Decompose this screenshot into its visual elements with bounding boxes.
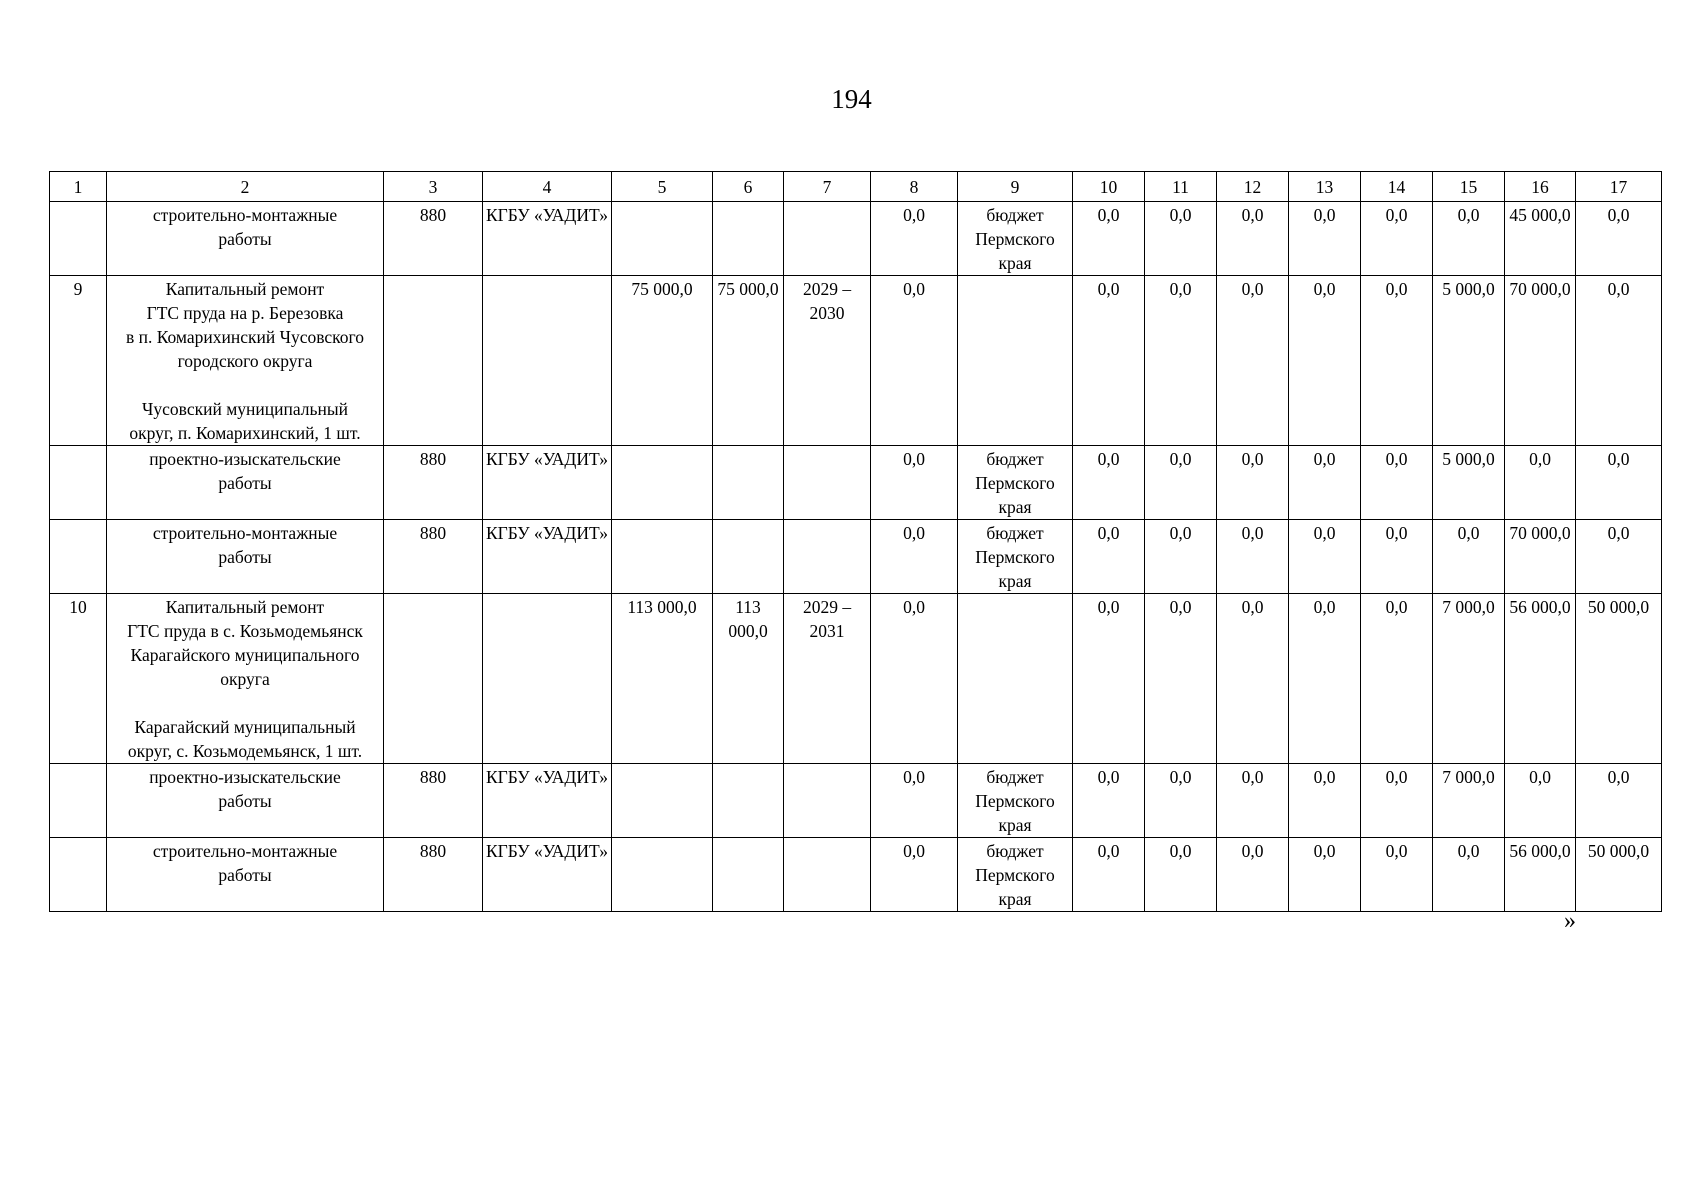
column-number-cell: 12 — [1217, 172, 1289, 202]
name-cell: Капитальный ремонт ГТС пруда в с. Козьмодемьянск Карагайского муниципального округа Карагайский муниципальный округ, с. Козьмодемьянск, 1 шт. — [107, 594, 384, 764]
name-cell: Капитальный ремонт ГТС пруда на р. Березовка в п. Комарихинский Чусовского городского округа Чусовский муниципальный округ, п. Комарихинский, 1 шт. — [107, 276, 384, 446]
table-cell — [784, 446, 871, 520]
table-cell: бюджет Пермского края — [958, 764, 1073, 838]
column-number-cell: 2 — [107, 172, 384, 202]
table-cell: 113 000,0 — [713, 594, 784, 764]
table-cell: 0,0 — [1289, 764, 1361, 838]
table-cell — [384, 594, 483, 764]
table-cell: 45 000,0 — [1505, 202, 1576, 276]
column-number-cell: 14 — [1361, 172, 1433, 202]
table-cell: 0,0 — [1073, 276, 1145, 446]
table-cell: 0,0 — [1505, 764, 1576, 838]
table-cell: 0,0 — [1217, 838, 1289, 912]
table-cell: 0,0 — [1289, 838, 1361, 912]
table-cell: 0,0 — [1145, 446, 1217, 520]
work-type-row — [50, 764, 1662, 838]
table-cell: 0,0 — [1576, 202, 1662, 276]
table-cell: КГБУ «УАДИТ» — [483, 838, 612, 912]
object-row — [50, 594, 1662, 764]
table-cell: 0,0 — [1361, 276, 1433, 446]
table-cell — [612, 764, 713, 838]
table-cell: 0,0 — [871, 764, 958, 838]
column-number-cell: 15 — [1433, 172, 1505, 202]
name-cell: строительно-монтажные работы — [107, 520, 384, 594]
table-cell: 0,0 — [1217, 276, 1289, 446]
column-number-row — [50, 172, 1662, 202]
table-cell — [50, 446, 107, 520]
table-cell — [612, 520, 713, 594]
closing-quote: » — [1564, 908, 1576, 934]
table-cell: 0,0 — [1289, 276, 1361, 446]
table-cell: 0,0 — [1361, 764, 1433, 838]
table-cell: КГБУ «УАДИТ» — [483, 202, 612, 276]
table-cell: 880 — [384, 446, 483, 520]
table-cell — [713, 838, 784, 912]
table-cell: 880 — [384, 838, 483, 912]
table-cell: 0,0 — [1289, 446, 1361, 520]
table-cell: 0,0 — [1073, 202, 1145, 276]
table-cell — [784, 520, 871, 594]
table-cell: 0,0 — [1217, 764, 1289, 838]
table-cell — [958, 276, 1073, 446]
table-cell: 2029 – 2031 — [784, 594, 871, 764]
table-cell: 0,0 — [1145, 764, 1217, 838]
table-cell: 0,0 — [871, 446, 958, 520]
table-cell: 0,0 — [1433, 202, 1505, 276]
name-cell: строительно-монтажные работы — [107, 202, 384, 276]
table-cell: 10 — [50, 594, 107, 764]
table-cell: 0,0 — [1217, 202, 1289, 276]
table-cell: 0,0 — [1073, 594, 1145, 764]
table-cell: КГБУ «УАДИТ» — [483, 520, 612, 594]
table-cell: 0,0 — [1361, 446, 1433, 520]
table-cell: 5 000,0 — [1433, 446, 1505, 520]
table-cell: 75 000,0 — [612, 276, 713, 446]
table-cell: 0,0 — [871, 276, 958, 446]
column-number-cell: 4 — [483, 172, 612, 202]
table-cell: 7 000,0 — [1433, 764, 1505, 838]
table-cell — [784, 838, 871, 912]
table-cell: 0,0 — [1145, 202, 1217, 276]
table-cell: КГБУ «УАДИТ» — [483, 446, 612, 520]
table-cell: 0,0 — [1289, 202, 1361, 276]
table-cell — [50, 838, 107, 912]
table-cell: 0,0 — [1289, 594, 1361, 764]
work-type-row — [50, 520, 1662, 594]
table-cell: 9 — [50, 276, 107, 446]
table-cell: 0,0 — [1576, 764, 1662, 838]
table-cell — [713, 764, 784, 838]
table-cell: 113 000,0 — [612, 594, 713, 764]
table-body — [50, 172, 1662, 912]
table-cell: 0,0 — [1145, 838, 1217, 912]
table-cell — [483, 594, 612, 764]
table-cell: 70 000,0 — [1505, 276, 1576, 446]
column-number-cell: 9 — [958, 172, 1073, 202]
table-cell — [50, 764, 107, 838]
table-cell: 56 000,0 — [1505, 838, 1576, 912]
table-cell: КГБУ «УАДИТ» — [483, 764, 612, 838]
table-cell: 0,0 — [1073, 764, 1145, 838]
page-number: 194 — [831, 84, 872, 114]
column-number-cell: 1 — [50, 172, 107, 202]
table-cell: 880 — [384, 202, 483, 276]
table-cell: 0,0 — [1073, 520, 1145, 594]
work-type-row — [50, 446, 1662, 520]
column-number-cell: 10 — [1073, 172, 1145, 202]
table-cell: 50 000,0 — [1576, 594, 1662, 764]
table-cell: 0,0 — [871, 594, 958, 764]
table-cell: 0,0 — [1433, 520, 1505, 594]
name-cell: проектно-изыскательские работы — [107, 446, 384, 520]
table-cell: 0,0 — [1505, 446, 1576, 520]
table-cell: 0,0 — [1073, 838, 1145, 912]
table-cell: 0,0 — [1145, 276, 1217, 446]
table-cell: 5 000,0 — [1433, 276, 1505, 446]
table-cell: 0,0 — [1433, 838, 1505, 912]
table-cell: 0,0 — [871, 202, 958, 276]
table-cell — [713, 446, 784, 520]
table-cell: 0,0 — [1217, 446, 1289, 520]
column-number-cell: 8 — [871, 172, 958, 202]
name-cell: проектно-изыскательские работы — [107, 764, 384, 838]
column-number-cell: 13 — [1289, 172, 1361, 202]
table-cell — [713, 520, 784, 594]
table-cell — [612, 838, 713, 912]
table-cell: 0,0 — [1073, 446, 1145, 520]
column-number-cell: 11 — [1145, 172, 1217, 202]
table-cell — [612, 202, 713, 276]
table-cell: 56 000,0 — [1505, 594, 1576, 764]
column-number-cell: 16 — [1505, 172, 1576, 202]
column-number-cell: 3 — [384, 172, 483, 202]
table-cell: 70 000,0 — [1505, 520, 1576, 594]
table-cell: 880 — [384, 764, 483, 838]
table-cell: 75 000,0 — [713, 276, 784, 446]
table-cell — [612, 446, 713, 520]
name-cell: строительно-монтажные работы — [107, 838, 384, 912]
table-cell: 50 000,0 — [1576, 838, 1662, 912]
table-cell: бюджет Пермского края — [958, 838, 1073, 912]
table-cell: 880 — [384, 520, 483, 594]
table-cell: 0,0 — [1217, 520, 1289, 594]
column-number-cell: 5 — [612, 172, 713, 202]
table-cell: 0,0 — [871, 838, 958, 912]
table-cell: бюджет Пермского края — [958, 520, 1073, 594]
table-cell: 7 000,0 — [1433, 594, 1505, 764]
table-cell: бюджет Пермского края — [958, 446, 1073, 520]
table-cell — [958, 594, 1073, 764]
table-cell — [483, 276, 612, 446]
column-number-cell: 6 — [713, 172, 784, 202]
table-cell — [784, 202, 871, 276]
table-cell — [50, 202, 107, 276]
budget-table — [49, 171, 1662, 912]
table-cell: 0,0 — [1576, 520, 1662, 594]
work-type-row — [50, 838, 1662, 912]
table-cell: 0,0 — [1361, 594, 1433, 764]
object-row — [50, 276, 1662, 446]
table-cell: 0,0 — [1361, 838, 1433, 912]
column-number-cell: 7 — [784, 172, 871, 202]
table-cell — [384, 276, 483, 446]
table-cell: бюджет Пермского края — [958, 202, 1073, 276]
table-cell: 0,0 — [1145, 594, 1217, 764]
table-cell: 0,0 — [871, 520, 958, 594]
table-cell — [713, 202, 784, 276]
table-cell: 0,0 — [1145, 520, 1217, 594]
table-cell — [784, 764, 871, 838]
table-cell: 0,0 — [1576, 446, 1662, 520]
table-cell — [50, 520, 107, 594]
table-cell: 0,0 — [1289, 520, 1361, 594]
table-cell: 0,0 — [1576, 276, 1662, 446]
table-cell: 0,0 — [1361, 202, 1433, 276]
work-type-row — [50, 202, 1662, 276]
table-cell: 0,0 — [1217, 594, 1289, 764]
column-number-cell: 17 — [1576, 172, 1662, 202]
table-cell: 0,0 — [1361, 520, 1433, 594]
table-cell: 2029 – 2030 — [784, 276, 871, 446]
